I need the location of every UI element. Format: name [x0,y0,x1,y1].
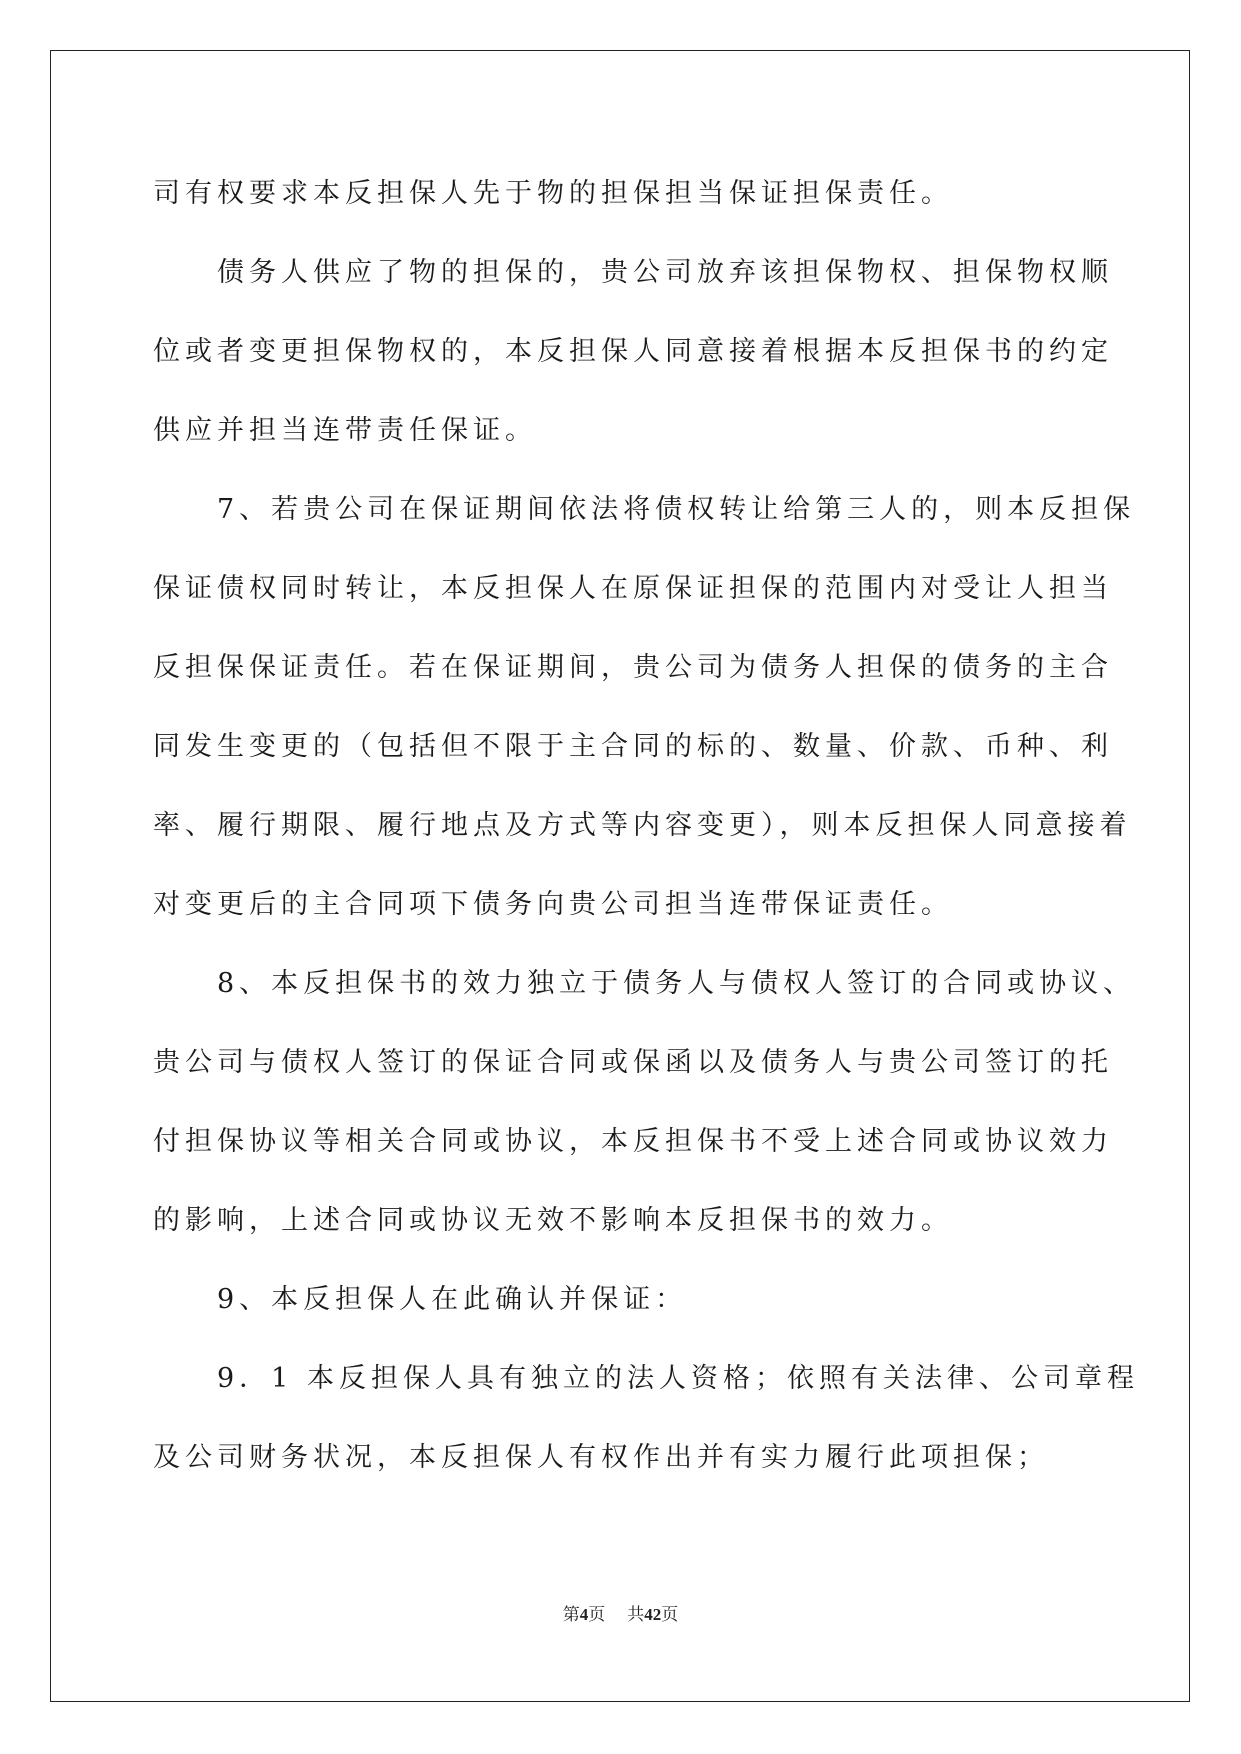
text-line: 及公司财务状况，本反担保人有权作出并有实力履行此项担保； [153,1442,1049,1473]
text-line: 率、履行期限、履行地点及方式等内容变更），则本反担保人同意接着 [153,810,1132,841]
text-line: 反担保保证责任。若在保证期间，贵公司为债务人担保的债务的主合 [153,652,1113,683]
footer-total-prefix: 共 [627,1605,645,1624]
text-line: 位或者变更担保物权的，本反担保人同意接着根据本反担保书的约定 [153,336,1113,367]
text-line: 保证债权同时转让，本反担保人在原保证担保的范围内对受让人担当 [153,573,1113,604]
text-line: 债务人供应了物的担保的，贵公司放弃该担保物权、担保物权顺 [153,257,1113,288]
paragraph-5 [153,1260,1088,1339]
footer-page-prefix: 第 [562,1605,580,1624]
text-line: 付担保协议等相关合同或协议，本反担保书不受上述合同或协议效力 [153,1126,1113,1157]
text-line: 的影响，上述合同或协议无效不影响本反担保书的效力。 [153,1205,953,1236]
footer-page-suffix: 页 [588,1605,606,1624]
paragraph-6 [153,1339,1139,1497]
paragraph-3 [153,470,1136,944]
text-line: 对变更后的主合同项下债务向贵公司担当连带保证责任。 [153,889,953,920]
text-line: 9、本反担保人在此确认并保证： [153,1284,688,1315]
paragraph-2 [153,233,1113,470]
text-line: 供应并担当连带责任保证。 [153,415,537,446]
text-line: 同发生变更的（包括但不限于主合同的标的、数量、价款、币种、利 [153,731,1113,762]
footer-total-pages: 42 [644,1605,662,1624]
paragraph-1 [153,154,1088,233]
text-line: 8、本反担保书的效力独立于债务人与债权人签订的合同或协议、 [153,968,1136,999]
page-footer [0,1600,1241,1625]
footer-total-suffix: 页 [661,1605,679,1624]
paragraph-4 [153,944,1136,1260]
footer-page-number: 4 [579,1605,589,1624]
text-line: 司有权要求本反担保人先于物的担保担当保证担保责任。 [153,178,953,209]
text-line: 7、若贵公司在保证期间依法将债权转让给第三人的，则本反担保 [153,494,1136,525]
document-body [153,154,1139,1497]
text-line: 贵公司与债权人签订的保证合同或保函以及债务人与贵公司签订的托 [153,1047,1113,1078]
text-line: 9．1 本反担保人具有独立的法人资格；依照有关法律、公司章程 [153,1363,1139,1394]
